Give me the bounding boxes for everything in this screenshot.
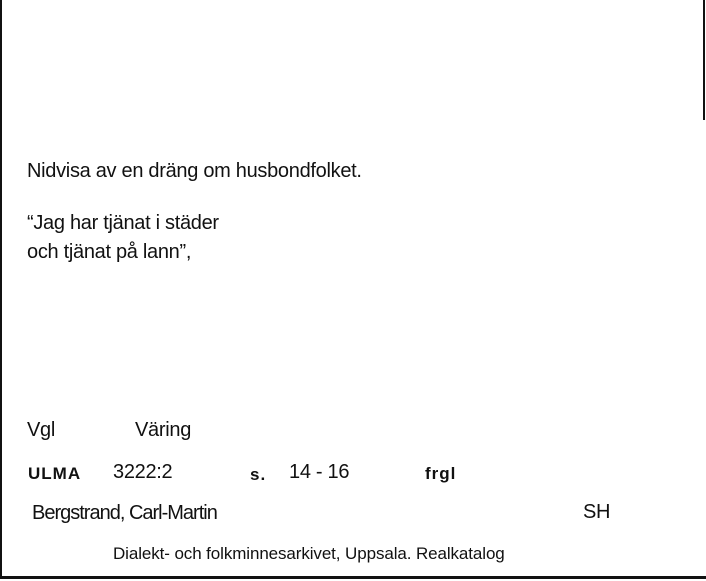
incipit-line-2: och tjänat på lann”, <box>27 241 192 263</box>
place-name: Väring <box>135 419 192 441</box>
collector-name: Bergstrand, Carl-Martin <box>32 502 217 524</box>
card-border-right <box>703 0 705 120</box>
pages-label: s. <box>250 465 267 484</box>
incipit-line-1: “Jag har tjänat i städer <box>27 212 219 234</box>
region-code: Vgl <box>27 419 56 441</box>
page-range: 14 - 16 <box>289 461 350 483</box>
card-border-left <box>0 0 2 578</box>
initials: SH <box>583 501 611 523</box>
archive-number: 3222:2 <box>113 461 173 483</box>
card-border-bottom <box>0 576 706 579</box>
type-code: frgl <box>425 464 457 483</box>
archive-footer: Dialekt- och folkminnesarkivet, Uppsala. Realkatalog <box>113 544 505 563</box>
archive-code: ULMA <box>28 464 82 483</box>
song-title: Nidvisa av en dräng om husbondfolket. <box>27 160 362 182</box>
